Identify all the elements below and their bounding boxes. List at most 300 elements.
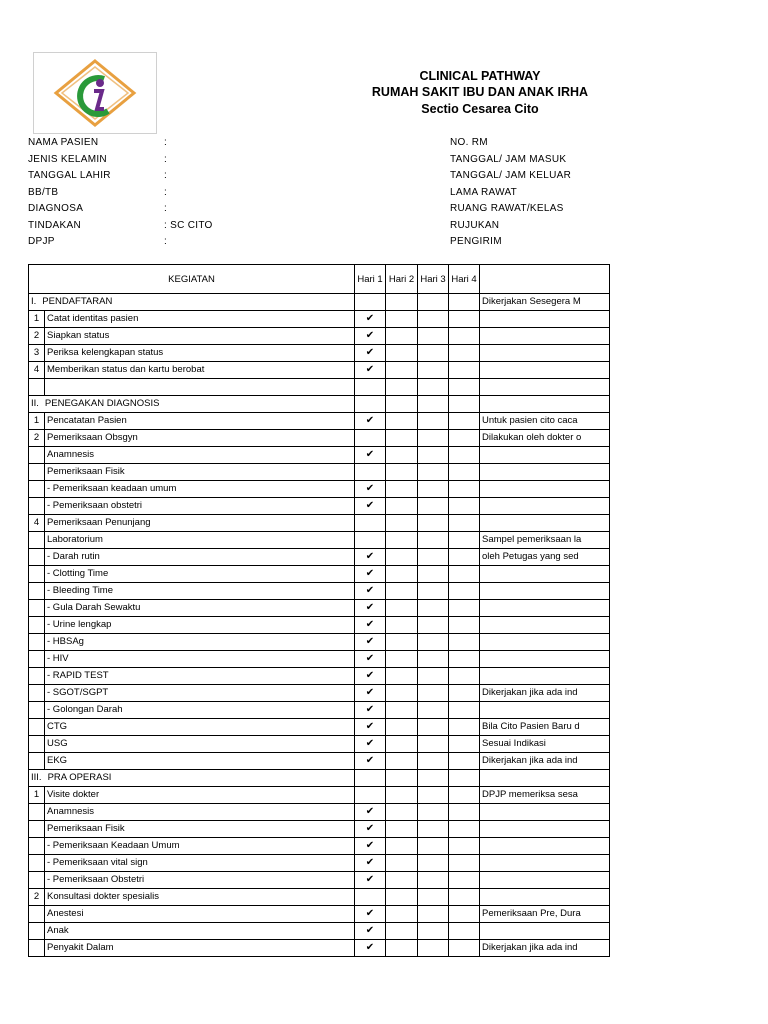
section-row — [29, 395, 610, 412]
day-3-check — [418, 735, 449, 752]
patient-field-label: DIAGNOSA — [28, 203, 84, 214]
doc-title: CLINICAL PATHWAY — [419, 69, 541, 83]
day-4-check — [449, 514, 480, 531]
day-3-check — [418, 565, 449, 582]
day-2-check — [386, 837, 418, 854]
day-2-check — [386, 701, 418, 718]
admission-field-label: TANGGAL/ JAM KELUAR — [450, 170, 572, 181]
note-cell — [480, 328, 610, 345]
row-number — [29, 531, 45, 548]
table-row — [29, 463, 610, 480]
day-3-check — [418, 769, 449, 786]
table-row — [29, 446, 610, 463]
note-cell: Sampel pemeriksaan la — [480, 531, 610, 548]
row-number: 1 — [29, 786, 45, 803]
table-row — [29, 820, 610, 837]
day-2-check — [386, 514, 418, 531]
day-1-check: ✔ — [355, 922, 386, 939]
note-cell — [480, 888, 610, 905]
row-number — [29, 446, 45, 463]
table-row — [29, 514, 610, 531]
note-cell — [480, 311, 610, 328]
day-3-check — [418, 922, 449, 939]
note-cell — [480, 820, 610, 837]
note-cell — [480, 599, 610, 616]
row-number — [29, 379, 45, 396]
note-cell — [480, 345, 610, 362]
note-cell — [480, 497, 610, 514]
day-1-check: ✔ — [355, 752, 386, 769]
day-3-check — [418, 599, 449, 616]
row-number — [29, 854, 45, 871]
row-number — [29, 565, 45, 582]
day-4-check — [449, 735, 480, 752]
row-number — [29, 667, 45, 684]
row-number: 1 — [29, 412, 45, 429]
note-cell — [480, 480, 610, 497]
note-cell: Pemeriksaan Pre, Dura — [480, 905, 610, 922]
day-4-check — [449, 803, 480, 820]
table-row — [29, 328, 610, 345]
day-3-check — [418, 548, 449, 565]
day-3-check — [418, 362, 449, 379]
day-1-check: ✔ — [355, 803, 386, 820]
day-1-check: ✔ — [355, 820, 386, 837]
note-cell — [480, 446, 610, 463]
header-hari-1: Hari 1 — [355, 265, 386, 294]
day-4-check — [449, 905, 480, 922]
table-row — [29, 837, 610, 854]
day-4-check — [449, 837, 480, 854]
day-2-check — [386, 820, 418, 837]
activity-name: Memberikan status dan kartu berobat — [45, 362, 355, 379]
day-2-check — [386, 616, 418, 633]
activity-name: Siapkan status — [45, 328, 355, 345]
row-number — [29, 480, 45, 497]
activity-name: Anestesi — [45, 905, 355, 922]
table-row — [29, 311, 610, 328]
activity-name: - RAPID TEST — [45, 667, 355, 684]
day-3-check — [418, 718, 449, 735]
row-number: 2 — [29, 328, 45, 345]
table-row — [29, 480, 610, 497]
day-3-check — [418, 752, 449, 769]
day-2-check — [386, 395, 418, 412]
day-4-check — [449, 582, 480, 599]
table-row — [29, 345, 610, 362]
activity-name: Konsultasi dokter spesialis — [45, 888, 355, 905]
row-number — [29, 463, 45, 480]
note-cell — [480, 633, 610, 650]
day-2-check — [386, 650, 418, 667]
day-1-check: ✔ — [355, 905, 386, 922]
patient-field-label: TANGGAL LAHIR — [28, 170, 111, 181]
day-1-check: ✔ — [355, 362, 386, 379]
note-cell — [480, 871, 610, 888]
patient-field-label: NAMA PASIEN — [28, 137, 99, 148]
section-title: PENDAFTARAN — [42, 296, 113, 307]
patient-field-value: : — [164, 203, 168, 214]
day-4-check — [449, 429, 480, 446]
activity-name: - Gula Darah Sewaktu — [45, 599, 355, 616]
day-2-check — [386, 429, 418, 446]
table-row — [29, 786, 610, 803]
table-row — [29, 633, 610, 650]
day-3-check — [418, 328, 449, 345]
note-cell — [480, 667, 610, 684]
row-number: 1 — [29, 311, 45, 328]
activity-name: CTG — [45, 718, 355, 735]
patient-field-value: : SC CITO — [164, 219, 213, 231]
row-number — [29, 548, 45, 565]
note-cell: Dikerjakan Sesegera M — [480, 294, 610, 311]
header-kegiatan: KEGIATAN — [29, 265, 355, 294]
day-4-check — [449, 752, 480, 769]
day-4-check — [449, 650, 480, 667]
day-4-check — [449, 871, 480, 888]
note-cell — [480, 514, 610, 531]
patient-field-value: : — [164, 236, 168, 247]
day-1-check — [355, 786, 386, 803]
note-cell: Untuk pasien cito caca — [480, 412, 610, 429]
header-hari-4: Hari 4 — [449, 265, 480, 294]
table-row — [29, 548, 610, 565]
day-2-check — [386, 480, 418, 497]
note-cell — [480, 565, 610, 582]
day-1-check: ✔ — [355, 599, 386, 616]
day-3-check — [418, 480, 449, 497]
section-cell — [29, 769, 355, 786]
day-3-check — [418, 429, 449, 446]
day-2-check — [386, 412, 418, 429]
row-number — [29, 820, 45, 837]
day-4-check — [449, 616, 480, 633]
day-3-check — [418, 888, 449, 905]
day-1-check: ✔ — [355, 633, 386, 650]
note-cell — [480, 769, 610, 786]
day-1-check: ✔ — [355, 939, 386, 956]
row-number — [29, 616, 45, 633]
note-cell — [480, 379, 610, 396]
day-1-check: ✔ — [355, 497, 386, 514]
day-1-check: ✔ — [355, 412, 386, 429]
day-2-check — [386, 582, 418, 599]
admission-field-label: NO. RM — [450, 137, 488, 148]
day-3-check — [418, 311, 449, 328]
activity-name — [45, 379, 355, 396]
day-3-check — [418, 701, 449, 718]
note-cell: Dikerjakan jika ada ind — [480, 939, 610, 956]
day-3-check — [418, 667, 449, 684]
note-cell — [480, 362, 610, 379]
note-cell — [480, 650, 610, 667]
table-row — [29, 684, 610, 701]
day-1-check: ✔ — [355, 328, 386, 345]
day-2-check — [386, 667, 418, 684]
activity-name: USG — [45, 735, 355, 752]
day-2-check — [386, 311, 418, 328]
day-3-check — [418, 684, 449, 701]
section-cell — [29, 395, 355, 412]
day-4-check — [449, 565, 480, 582]
day-1-check — [355, 379, 386, 396]
row-number: 3 — [29, 345, 45, 362]
row-number — [29, 582, 45, 599]
table-row — [29, 905, 610, 922]
row-number — [29, 735, 45, 752]
table-row — [29, 565, 610, 582]
section-cell — [29, 294, 355, 311]
day-4-check — [449, 531, 480, 548]
day-1-check: ✔ — [355, 667, 386, 684]
note-cell: oleh Petugas yang sed — [480, 548, 610, 565]
row-number — [29, 905, 45, 922]
day-1-check: ✔ — [355, 480, 386, 497]
day-2-check — [386, 718, 418, 735]
row-number — [29, 684, 45, 701]
day-4-check — [449, 888, 480, 905]
day-4-check — [449, 854, 480, 871]
day-4-check — [449, 718, 480, 735]
day-3-check — [418, 497, 449, 514]
activity-name: - HIV — [45, 650, 355, 667]
activity-name: Pemeriksaan Fisik — [45, 463, 355, 480]
day-3-check — [418, 514, 449, 531]
row-number — [29, 752, 45, 769]
activity-name: Penyakit Dalam — [45, 939, 355, 956]
day-3-check — [418, 820, 449, 837]
day-4-check — [449, 786, 480, 803]
table-row — [29, 429, 610, 446]
admission-field-label: RUJUKAN — [450, 219, 500, 231]
activity-name: Pemeriksaan Penunjang — [45, 514, 355, 531]
table-row — [29, 616, 610, 633]
row-number — [29, 497, 45, 514]
activity-name: Pencatatan Pasien — [45, 412, 355, 429]
day-3-check — [418, 650, 449, 667]
day-4-check — [449, 328, 480, 345]
day-1-check — [355, 514, 386, 531]
row-number — [29, 701, 45, 718]
day-4-check — [449, 395, 480, 412]
row-number — [29, 650, 45, 667]
day-2-check — [386, 565, 418, 582]
table-row — [29, 854, 610, 871]
day-3-check — [418, 345, 449, 362]
day-2-check — [386, 922, 418, 939]
activity-name: - Urine lengkap — [45, 616, 355, 633]
patient-field-value: : — [164, 186, 168, 198]
patient-field-value: : — [164, 137, 168, 148]
day-1-check: ✔ — [355, 446, 386, 463]
day-4-check — [449, 345, 480, 362]
day-1-check: ✔ — [355, 616, 386, 633]
hospital-name: RUMAH SAKIT IBU DAN ANAK IRHA — [371, 85, 589, 99]
row-number — [29, 803, 45, 820]
table-header — [29, 265, 610, 294]
table-row — [29, 531, 610, 548]
day-2-check — [386, 905, 418, 922]
day-2-check — [386, 379, 418, 396]
activity-name: - SGOT/SGPT — [45, 684, 355, 701]
patient-field-label: TINDAKAN — [28, 219, 81, 231]
day-2-check — [386, 362, 418, 379]
day-3-check — [418, 395, 449, 412]
day-4-check — [449, 548, 480, 565]
day-2-check — [386, 345, 418, 362]
table-row — [29, 362, 610, 379]
day-4-check — [449, 294, 480, 311]
row-number — [29, 922, 45, 939]
activity-name: EKG — [45, 752, 355, 769]
row-number — [29, 718, 45, 735]
day-4-check — [449, 667, 480, 684]
activity-name: - Pemeriksaan Obstetri — [45, 871, 355, 888]
day-4-check — [449, 922, 480, 939]
table-row — [29, 735, 610, 752]
day-3-check — [418, 854, 449, 871]
note-cell — [480, 922, 610, 939]
day-2-check — [386, 752, 418, 769]
day-4-check — [449, 684, 480, 701]
note-cell — [480, 463, 610, 480]
pathway-table — [28, 264, 610, 957]
day-3-check — [418, 905, 449, 922]
day-3-check — [418, 803, 449, 820]
admission-field-label: TANGGAL/ JAM MASUK — [450, 153, 567, 165]
patient-field-label: DPJP — [28, 236, 55, 247]
day-4-check — [449, 480, 480, 497]
row-number — [29, 939, 45, 956]
activity-name: - Pemeriksaan obstetri — [45, 497, 355, 514]
day-1-check: ✔ — [355, 854, 386, 871]
activity-name: Pemeriksaan Obsgyn — [45, 429, 355, 446]
day-2-check — [386, 684, 418, 701]
day-3-check — [418, 582, 449, 599]
row-number: 4 — [29, 362, 45, 379]
activity-name: - HBSAg — [45, 633, 355, 650]
day-3-check — [418, 633, 449, 650]
admission-field-label: RUANG RAWAT/KELAS — [450, 203, 564, 214]
day-4-check — [449, 939, 480, 956]
day-3-check — [418, 379, 449, 396]
table-row — [29, 650, 610, 667]
day-1-check — [355, 429, 386, 446]
row-number: 2 — [29, 429, 45, 446]
day-1-check: ✔ — [355, 735, 386, 752]
note-cell: Bila Cito Pasien Baru d — [480, 718, 610, 735]
activity-name: - Golongan Darah — [45, 701, 355, 718]
activity-name: Laboratorium — [45, 531, 355, 548]
table-row — [29, 718, 610, 735]
activity-name: - Clotting Time — [45, 565, 355, 582]
day-3-check — [418, 531, 449, 548]
day-3-check — [418, 412, 449, 429]
day-2-check — [386, 803, 418, 820]
note-cell — [480, 803, 610, 820]
row-number: 4 — [29, 514, 45, 531]
day-2-check — [386, 446, 418, 463]
note-cell — [480, 616, 610, 633]
day-4-check — [449, 463, 480, 480]
activity-name: Anak — [45, 922, 355, 939]
day-1-check: ✔ — [355, 311, 386, 328]
patient-field-value: : — [164, 153, 168, 165]
activity-name: - Bleeding Time — [45, 582, 355, 599]
activity-name: Anamnesis — [45, 803, 355, 820]
patient-field-value: : — [164, 170, 168, 181]
section-number: I. — [31, 296, 37, 307]
day-1-check: ✔ — [355, 684, 386, 701]
day-1-check: ✔ — [355, 565, 386, 582]
day-1-check — [355, 395, 386, 412]
day-2-check — [386, 854, 418, 871]
header-hari-3: Hari 3 — [418, 265, 449, 294]
note-cell: DPJP memeriksa sesa — [480, 786, 610, 803]
day-4-check — [449, 379, 480, 396]
row-number — [29, 837, 45, 854]
patient-field-label: JENIS KELAMIN — [28, 153, 107, 165]
day-3-check — [418, 616, 449, 633]
day-1-check: ✔ — [355, 582, 386, 599]
admission-field-label: LAMA RAWAT — [450, 186, 518, 198]
section-row — [29, 294, 610, 311]
day-2-check — [386, 939, 418, 956]
day-1-check: ✔ — [355, 837, 386, 854]
note-cell — [480, 854, 610, 871]
table-row — [29, 412, 610, 429]
table-row — [29, 379, 610, 396]
table-row — [29, 871, 610, 888]
table-row — [29, 752, 610, 769]
day-1-check — [355, 463, 386, 480]
day-4-check — [449, 820, 480, 837]
procedure-title: Sectio Cesarea Cito — [421, 102, 539, 116]
day-4-check — [449, 446, 480, 463]
day-4-check — [449, 701, 480, 718]
row-number — [29, 599, 45, 616]
row-number — [29, 633, 45, 650]
day-1-check: ✔ — [355, 345, 386, 362]
day-2-check — [386, 294, 418, 311]
day-2-check — [386, 463, 418, 480]
activity-name: Catat identitas pasien — [45, 311, 355, 328]
activity-name: - Pemeriksaan vital sign — [45, 854, 355, 871]
activity-name: Visite dokter — [45, 786, 355, 803]
note-cell: Dikerjakan jika ada ind — [480, 684, 610, 701]
activity-name: Pemeriksaan Fisik — [45, 820, 355, 837]
day-2-check — [386, 888, 418, 905]
day-3-check — [418, 786, 449, 803]
activity-name: Anamnesis — [45, 446, 355, 463]
day-2-check — [386, 786, 418, 803]
section-row — [29, 769, 610, 786]
day-1-check — [355, 531, 386, 548]
hospital-logo — [33, 52, 157, 134]
table-row — [29, 939, 610, 956]
table-row — [29, 667, 610, 684]
header-note — [480, 265, 610, 294]
day-2-check — [386, 633, 418, 650]
day-4-check — [449, 633, 480, 650]
day-2-check — [386, 599, 418, 616]
table-row — [29, 582, 610, 599]
table-row — [29, 497, 610, 514]
day-3-check — [418, 463, 449, 480]
table-row — [29, 803, 610, 820]
day-4-check — [449, 497, 480, 514]
note-cell — [480, 395, 610, 412]
